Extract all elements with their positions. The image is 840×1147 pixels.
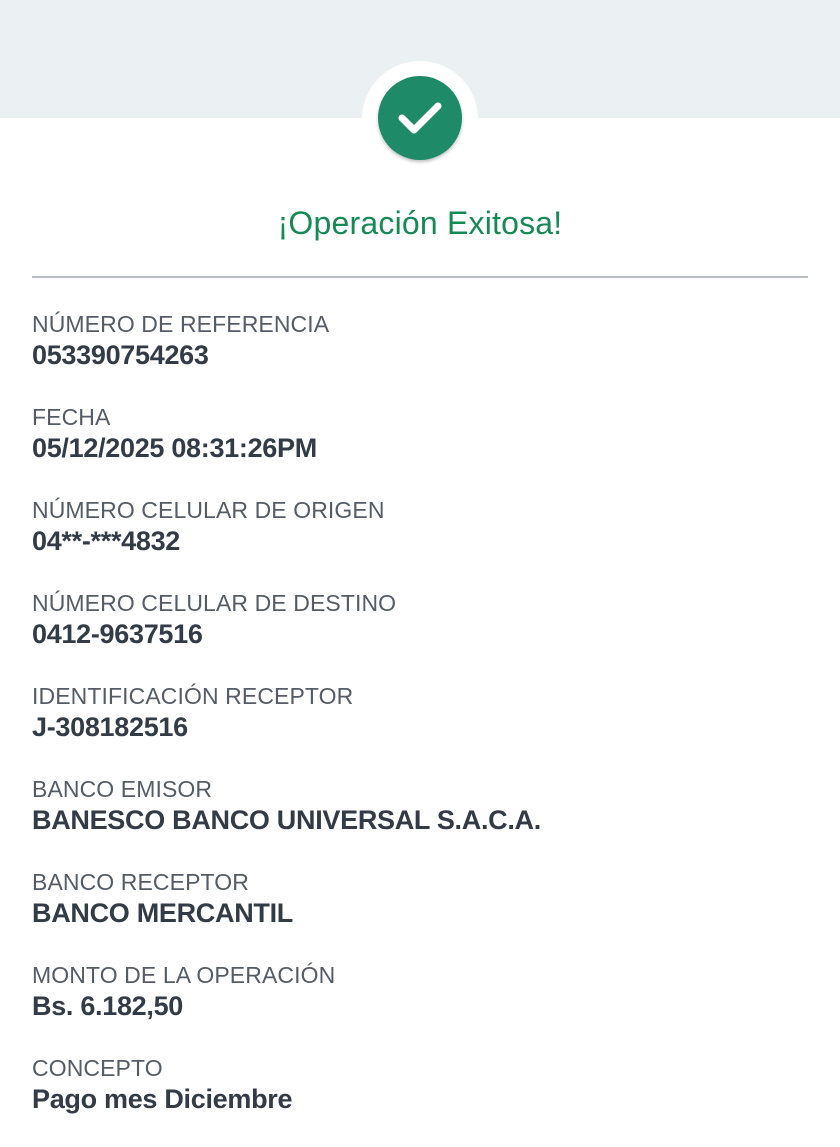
field-value: Pago mes Diciembre [32, 1084, 293, 1114]
field-date [32, 403, 808, 496]
field-value: 04**-***4832 [32, 526, 181, 556]
field-label: NÚMERO CELULAR DE ORIGEN [32, 497, 385, 523]
field-value: BANESCO BANCO UNIVERSAL S.A.C.A. [32, 805, 541, 835]
field-value: BANCO MERCANTIL [32, 898, 293, 928]
field-label: MONTO DE LA OPERACIÓN [32, 962, 336, 988]
field-label: BANCO EMISOR [32, 776, 213, 802]
field-label: BANCO RECEPTOR [32, 869, 249, 895]
field-value: 0412-9637516 [32, 619, 203, 649]
details-list [32, 310, 808, 1147]
success-title: ¡Operación Exitosa! [277, 205, 563, 241]
field-label: NÚMERO DE REFERENCIA [32, 311, 330, 337]
field-issuing-bank [32, 775, 808, 868]
field-reference-number [32, 310, 808, 403]
field-receiving-bank [32, 868, 808, 961]
checkmark-circle-icon [378, 76, 462, 160]
field-origin-phone [32, 496, 808, 589]
divider [32, 276, 808, 278]
field-destination-phone [32, 589, 808, 682]
field-label: NÚMERO CELULAR DE DESTINO [32, 590, 397, 616]
field-value: 053390754263 [32, 340, 209, 370]
field-receiver-id [32, 682, 808, 775]
field-value: Bs. 6.182,50 [32, 991, 184, 1021]
field-amount [32, 961, 808, 1054]
field-concept [32, 1054, 808, 1147]
field-value: J-308182516 [32, 712, 188, 742]
field-label: FECHA [32, 404, 111, 430]
field-label: CONCEPTO [32, 1055, 163, 1081]
field-label: IDENTIFICACIÓN RECEPTOR [32, 683, 354, 709]
field-value: 05/12/2025 08:31:26PM [32, 433, 317, 463]
